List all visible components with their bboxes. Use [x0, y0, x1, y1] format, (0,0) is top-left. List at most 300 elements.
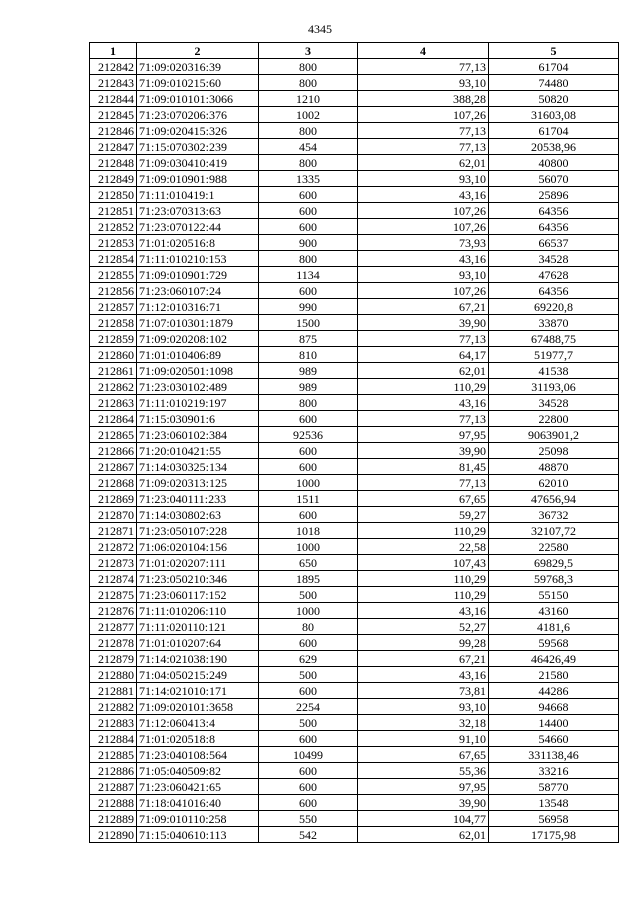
value-cell: 47656,94	[489, 491, 619, 507]
cadastral-number-cell: 71:23:040111:233	[137, 491, 259, 507]
cadastral-number-cell: 71:09:030410:419	[137, 155, 259, 171]
value-cell: 40800	[489, 155, 619, 171]
table-row	[90, 171, 619, 187]
value-cell: 31603,08	[489, 107, 619, 123]
row-number-cell: 212872	[90, 539, 137, 555]
row-number-cell: 212889	[90, 811, 137, 827]
rate-cell: 62,01	[358, 827, 489, 843]
value-cell: 66537	[489, 235, 619, 251]
cadastral-number-cell: 71:23:060107:24	[137, 283, 259, 299]
rate-cell: 77,13	[358, 411, 489, 427]
area-cell: 800	[259, 395, 358, 411]
table-row	[90, 219, 619, 235]
rate-cell: 64,17	[358, 347, 489, 363]
value-cell: 58770	[489, 779, 619, 795]
value-cell: 34528	[489, 395, 619, 411]
area-cell: 542	[259, 827, 358, 843]
area-cell: 800	[259, 123, 358, 139]
area-cell: 1500	[259, 315, 358, 331]
rate-cell: 77,13	[358, 59, 489, 75]
rate-cell: 52,27	[358, 619, 489, 635]
rate-cell: 22,58	[358, 539, 489, 555]
area-cell: 800	[259, 251, 358, 267]
rate-cell: 110,29	[358, 523, 489, 539]
value-cell: 74480	[489, 75, 619, 91]
value-cell: 47628	[489, 267, 619, 283]
table-row	[90, 763, 619, 779]
cadastral-number-cell: 71:23:060102:384	[137, 427, 259, 443]
table-row	[90, 475, 619, 491]
area-cell: 629	[259, 651, 358, 667]
area-cell: 600	[259, 187, 358, 203]
value-cell: 59768,3	[489, 571, 619, 587]
table-row	[90, 795, 619, 811]
column-header-1: 1	[90, 43, 137, 59]
value-cell: 50820	[489, 91, 619, 107]
row-number-cell: 212851	[90, 203, 137, 219]
row-number-cell: 212877	[90, 619, 137, 635]
row-number-cell: 212870	[90, 507, 137, 523]
rate-cell: 107,26	[358, 107, 489, 123]
rate-cell: 93,10	[358, 267, 489, 283]
area-cell: 550	[259, 811, 358, 827]
value-cell: 33216	[489, 763, 619, 779]
table-row	[90, 555, 619, 571]
area-cell: 2254	[259, 699, 358, 715]
area-cell: 600	[259, 459, 358, 475]
table-row	[90, 683, 619, 699]
table-row	[90, 779, 619, 795]
value-cell: 25896	[489, 187, 619, 203]
header-row	[90, 43, 619, 59]
row-number-cell: 212865	[90, 427, 137, 443]
row-number-cell: 212844	[90, 91, 137, 107]
value-cell: 14400	[489, 715, 619, 731]
row-number-cell: 212860	[90, 347, 137, 363]
table-row	[90, 523, 619, 539]
value-cell: 22800	[489, 411, 619, 427]
area-cell: 600	[259, 779, 358, 795]
cadastral-number-cell: 71:09:020313:125	[137, 475, 259, 491]
row-number-cell: 212863	[90, 395, 137, 411]
row-number-cell: 212880	[90, 667, 137, 683]
row-number-cell: 212853	[90, 235, 137, 251]
value-cell: 61704	[489, 59, 619, 75]
cadastral-number-cell: 71:23:060421:65	[137, 779, 259, 795]
value-cell: 64356	[489, 283, 619, 299]
table-body	[90, 59, 619, 843]
rate-cell: 62,01	[358, 363, 489, 379]
value-cell: 64356	[489, 203, 619, 219]
rate-cell: 77,13	[358, 123, 489, 139]
row-number-cell: 212856	[90, 283, 137, 299]
table-row	[90, 251, 619, 267]
rate-cell: 67,65	[358, 491, 489, 507]
cadastral-number-cell: 71:09:020415:326	[137, 123, 259, 139]
rate-cell: 62,01	[358, 155, 489, 171]
rate-cell: 388,28	[358, 91, 489, 107]
cadastral-number-cell: 71:01:020207:111	[137, 555, 259, 571]
row-number-cell: 212869	[90, 491, 137, 507]
row-number-cell: 212873	[90, 555, 137, 571]
row-number-cell: 212843	[90, 75, 137, 91]
area-cell: 600	[259, 507, 358, 523]
cadastral-number-cell: 71:06:020104:156	[137, 539, 259, 555]
cadastral-number-cell: 71:09:020208:102	[137, 331, 259, 347]
row-number-cell: 212868	[90, 475, 137, 491]
row-number-cell: 212854	[90, 251, 137, 267]
table-row	[90, 811, 619, 827]
rate-cell: 97,95	[358, 779, 489, 795]
table-row	[90, 75, 619, 91]
cadastral-number-cell: 71:07:010301:1879	[137, 315, 259, 331]
table-row	[90, 203, 619, 219]
row-number-cell: 212884	[90, 731, 137, 747]
rate-cell: 59,27	[358, 507, 489, 523]
value-cell: 55150	[489, 587, 619, 603]
area-cell: 600	[259, 795, 358, 811]
rate-cell: 73,93	[358, 235, 489, 251]
cadastral-number-cell: 71:11:010219:197	[137, 395, 259, 411]
table-row	[90, 443, 619, 459]
table-row	[90, 571, 619, 587]
value-cell: 9063901,2	[489, 427, 619, 443]
row-number-cell: 212879	[90, 651, 137, 667]
rate-cell: 67,21	[358, 299, 489, 315]
area-cell: 500	[259, 587, 358, 603]
row-number-cell: 212878	[90, 635, 137, 651]
cadastral-number-cell: 71:09:010901:729	[137, 267, 259, 283]
value-cell: 331138,46	[489, 747, 619, 763]
row-number-cell: 212855	[90, 267, 137, 283]
table-row	[90, 667, 619, 683]
table-row	[90, 619, 619, 635]
area-cell: 1210	[259, 91, 358, 107]
cadastral-number-cell: 71:23:070206:376	[137, 107, 259, 123]
row-number-cell: 212842	[90, 59, 137, 75]
rate-cell: 110,29	[358, 379, 489, 395]
rate-cell: 77,13	[358, 139, 489, 155]
value-cell: 21580	[489, 667, 619, 683]
area-cell: 1002	[259, 107, 358, 123]
row-number-cell: 212864	[90, 411, 137, 427]
area-cell: 800	[259, 75, 358, 91]
rate-cell: 107,26	[358, 283, 489, 299]
rate-cell: 43,16	[358, 187, 489, 203]
rate-cell: 32,18	[358, 715, 489, 731]
column-header-3: 3	[259, 43, 358, 59]
area-cell: 1511	[259, 491, 358, 507]
cadastral-number-cell: 71:18:041016:40	[137, 795, 259, 811]
value-cell: 56070	[489, 171, 619, 187]
table-row	[90, 747, 619, 763]
rate-cell: 110,29	[358, 587, 489, 603]
area-cell: 800	[259, 59, 358, 75]
data-table	[89, 42, 619, 843]
cadastral-number-cell: 71:12:010316:71	[137, 299, 259, 315]
area-cell: 600	[259, 443, 358, 459]
row-number-cell: 212867	[90, 459, 137, 475]
row-number-cell: 212871	[90, 523, 137, 539]
area-cell: 1895	[259, 571, 358, 587]
area-cell: 1018	[259, 523, 358, 539]
cadastral-number-cell: 71:12:060413:4	[137, 715, 259, 731]
table-row	[90, 587, 619, 603]
cadastral-number-cell: 71:09:020316:39	[137, 59, 259, 75]
cadastral-number-cell: 71:04:050215:249	[137, 667, 259, 683]
value-cell: 64356	[489, 219, 619, 235]
table-row	[90, 315, 619, 331]
value-cell: 36732	[489, 507, 619, 523]
value-cell: 13548	[489, 795, 619, 811]
rate-cell: 107,26	[358, 203, 489, 219]
table-row	[90, 155, 619, 171]
value-cell: 20538,96	[489, 139, 619, 155]
value-cell: 51977,7	[489, 347, 619, 363]
area-cell: 650	[259, 555, 358, 571]
rate-cell: 104,77	[358, 811, 489, 827]
area-cell: 454	[259, 139, 358, 155]
row-number-cell: 212866	[90, 443, 137, 459]
value-cell: 46426,49	[489, 651, 619, 667]
value-cell: 31193,06	[489, 379, 619, 395]
area-cell: 600	[259, 683, 358, 699]
value-cell: 33870	[489, 315, 619, 331]
table-row	[90, 731, 619, 747]
cadastral-number-cell: 71:23:050107:228	[137, 523, 259, 539]
area-cell: 800	[259, 155, 358, 171]
table-row	[90, 459, 619, 475]
rate-cell: 77,13	[358, 331, 489, 347]
table-row	[90, 699, 619, 715]
row-number-cell: 212881	[90, 683, 137, 699]
table-row	[90, 139, 619, 155]
cadastral-number-cell: 71:11:010210:153	[137, 251, 259, 267]
value-cell: 34528	[489, 251, 619, 267]
row-number-cell: 212883	[90, 715, 137, 731]
rate-cell: 97,95	[358, 427, 489, 443]
area-cell: 600	[259, 203, 358, 219]
value-cell: 56958	[489, 811, 619, 827]
table-row	[90, 635, 619, 651]
table-row	[90, 363, 619, 379]
area-cell: 1000	[259, 539, 358, 555]
table-row	[90, 187, 619, 203]
table-row	[90, 651, 619, 667]
cadastral-number-cell: 71:23:030102:489	[137, 379, 259, 395]
rate-cell: 110,29	[358, 571, 489, 587]
cadastral-number-cell: 71:11:010419:1	[137, 187, 259, 203]
row-number-cell: 212890	[90, 827, 137, 843]
row-number-cell: 212882	[90, 699, 137, 715]
table-row	[90, 715, 619, 731]
cadastral-number-cell: 71:09:010101:3066	[137, 91, 259, 107]
row-number-cell: 212852	[90, 219, 137, 235]
cadastral-number-cell: 71:09:010901:988	[137, 171, 259, 187]
cadastral-number-cell: 71:15:030901:6	[137, 411, 259, 427]
row-number-cell: 212845	[90, 107, 137, 123]
rate-cell: 39,90	[358, 795, 489, 811]
row-number-cell: 212888	[90, 795, 137, 811]
rate-cell: 77,13	[358, 475, 489, 491]
area-cell: 600	[259, 283, 358, 299]
rate-cell: 43,16	[358, 667, 489, 683]
table-row	[90, 299, 619, 315]
value-cell: 43160	[489, 603, 619, 619]
column-header-2: 2	[137, 43, 259, 59]
row-number-cell: 212874	[90, 571, 137, 587]
area-cell: 1000	[259, 475, 358, 491]
table-row	[90, 507, 619, 523]
value-cell: 25098	[489, 443, 619, 459]
rate-cell: 43,16	[358, 395, 489, 411]
value-cell: 94668	[489, 699, 619, 715]
cadastral-number-cell: 71:23:070122:44	[137, 219, 259, 235]
area-cell: 1335	[259, 171, 358, 187]
area-cell: 1134	[259, 267, 358, 283]
table-row	[90, 491, 619, 507]
area-cell: 1000	[259, 603, 358, 619]
cadastral-number-cell: 71:01:020516:8	[137, 235, 259, 251]
value-cell: 17175,98	[489, 827, 619, 843]
row-number-cell: 212886	[90, 763, 137, 779]
cadastral-number-cell: 71:09:020501:1098	[137, 363, 259, 379]
value-cell: 32107,72	[489, 523, 619, 539]
row-number-cell: 212875	[90, 587, 137, 603]
row-number-cell: 212850	[90, 187, 137, 203]
rate-cell: 43,16	[358, 603, 489, 619]
cadastral-number-cell: 71:05:040509:82	[137, 763, 259, 779]
cadastral-number-cell: 71:09:020101:3658	[137, 699, 259, 715]
table-row	[90, 347, 619, 363]
value-cell: 48870	[489, 459, 619, 475]
cadastral-number-cell: 71:14:030802:63	[137, 507, 259, 523]
rate-cell: 39,90	[358, 443, 489, 459]
cadastral-number-cell: 71:23:060117:152	[137, 587, 259, 603]
area-cell: 600	[259, 411, 358, 427]
value-cell: 67488,75	[489, 331, 619, 347]
row-number-cell: 212858	[90, 315, 137, 331]
cadastral-number-cell: 71:14:021010:171	[137, 683, 259, 699]
area-cell: 80	[259, 619, 358, 635]
area-cell: 500	[259, 667, 358, 683]
table-row	[90, 411, 619, 427]
value-cell: 61704	[489, 123, 619, 139]
rate-cell: 93,10	[358, 699, 489, 715]
value-cell: 62010	[489, 475, 619, 491]
value-cell: 69829,5	[489, 555, 619, 571]
row-number-cell: 212857	[90, 299, 137, 315]
row-number-cell: 212846	[90, 123, 137, 139]
table-row	[90, 331, 619, 347]
area-cell: 92536	[259, 427, 358, 443]
table-row	[90, 603, 619, 619]
cadastral-number-cell: 71:01:010406:89	[137, 347, 259, 363]
cadastral-number-cell: 71:15:040610:113	[137, 827, 259, 843]
area-cell: 600	[259, 635, 358, 651]
table-row	[90, 283, 619, 299]
area-cell: 500	[259, 715, 358, 731]
rate-cell: 93,10	[358, 171, 489, 187]
table-row	[90, 379, 619, 395]
rate-cell: 93,10	[358, 75, 489, 91]
row-number-cell: 212876	[90, 603, 137, 619]
table-row	[90, 539, 619, 555]
cadastral-number-cell: 71:23:070313:63	[137, 203, 259, 219]
area-cell: 900	[259, 235, 358, 251]
value-cell: 22580	[489, 539, 619, 555]
value-cell: 54660	[489, 731, 619, 747]
cadastral-number-cell: 71:14:021038:190	[137, 651, 259, 667]
area-cell: 989	[259, 363, 358, 379]
table-row	[90, 107, 619, 123]
table-row	[90, 395, 619, 411]
table-row	[90, 59, 619, 75]
value-cell: 59568	[489, 635, 619, 651]
area-cell: 600	[259, 763, 358, 779]
rate-cell: 39,90	[358, 315, 489, 331]
row-number-cell: 212887	[90, 779, 137, 795]
rate-cell: 73,81	[358, 683, 489, 699]
rate-cell: 43,16	[358, 251, 489, 267]
value-cell: 44286	[489, 683, 619, 699]
row-number-cell: 212847	[90, 139, 137, 155]
cadastral-number-cell: 71:09:010110:258	[137, 811, 259, 827]
row-number-cell: 212849	[90, 171, 137, 187]
area-cell: 989	[259, 379, 358, 395]
row-number-cell: 212862	[90, 379, 137, 395]
rate-cell: 107,26	[358, 219, 489, 235]
row-number-cell: 212859	[90, 331, 137, 347]
column-header-5: 5	[489, 43, 619, 59]
rate-cell: 67,65	[358, 747, 489, 763]
cadastral-number-cell: 71:23:040108:564	[137, 747, 259, 763]
cadastral-number-cell: 71:14:030325:134	[137, 459, 259, 475]
area-cell: 600	[259, 219, 358, 235]
page-number: 4345	[308, 22, 332, 36]
rate-cell: 81,45	[358, 459, 489, 475]
cadastral-number-cell: 71:15:070302:239	[137, 139, 259, 155]
cadastral-number-cell: 71:09:010215:60	[137, 75, 259, 91]
rate-cell: 107,43	[358, 555, 489, 571]
table-row	[90, 123, 619, 139]
row-number-cell: 212885	[90, 747, 137, 763]
table-row	[90, 827, 619, 843]
value-cell: 4181,6	[489, 619, 619, 635]
table-row	[90, 235, 619, 251]
area-cell: 875	[259, 331, 358, 347]
cadastral-number-cell: 71:01:020518:8	[137, 731, 259, 747]
area-cell: 990	[259, 299, 358, 315]
table-row	[90, 267, 619, 283]
area-cell: 10499	[259, 747, 358, 763]
row-number-cell: 212848	[90, 155, 137, 171]
cadastral-number-cell: 71:20:010421:55	[137, 443, 259, 459]
cadastral-number-cell: 71:23:050210:346	[137, 571, 259, 587]
table-row	[90, 427, 619, 443]
rate-cell: 99,28	[358, 635, 489, 651]
cadastral-number-cell: 71:11:010206:110	[137, 603, 259, 619]
rate-cell: 55,36	[358, 763, 489, 779]
row-number-cell: 212861	[90, 363, 137, 379]
cadastral-number-cell: 71:11:020110:121	[137, 619, 259, 635]
rate-cell: 67,21	[358, 651, 489, 667]
area-cell: 600	[259, 731, 358, 747]
value-cell: 69220,8	[489, 299, 619, 315]
cadastral-number-cell: 71:01:010207:64	[137, 635, 259, 651]
rate-cell: 91,10	[358, 731, 489, 747]
area-cell: 810	[259, 347, 358, 363]
